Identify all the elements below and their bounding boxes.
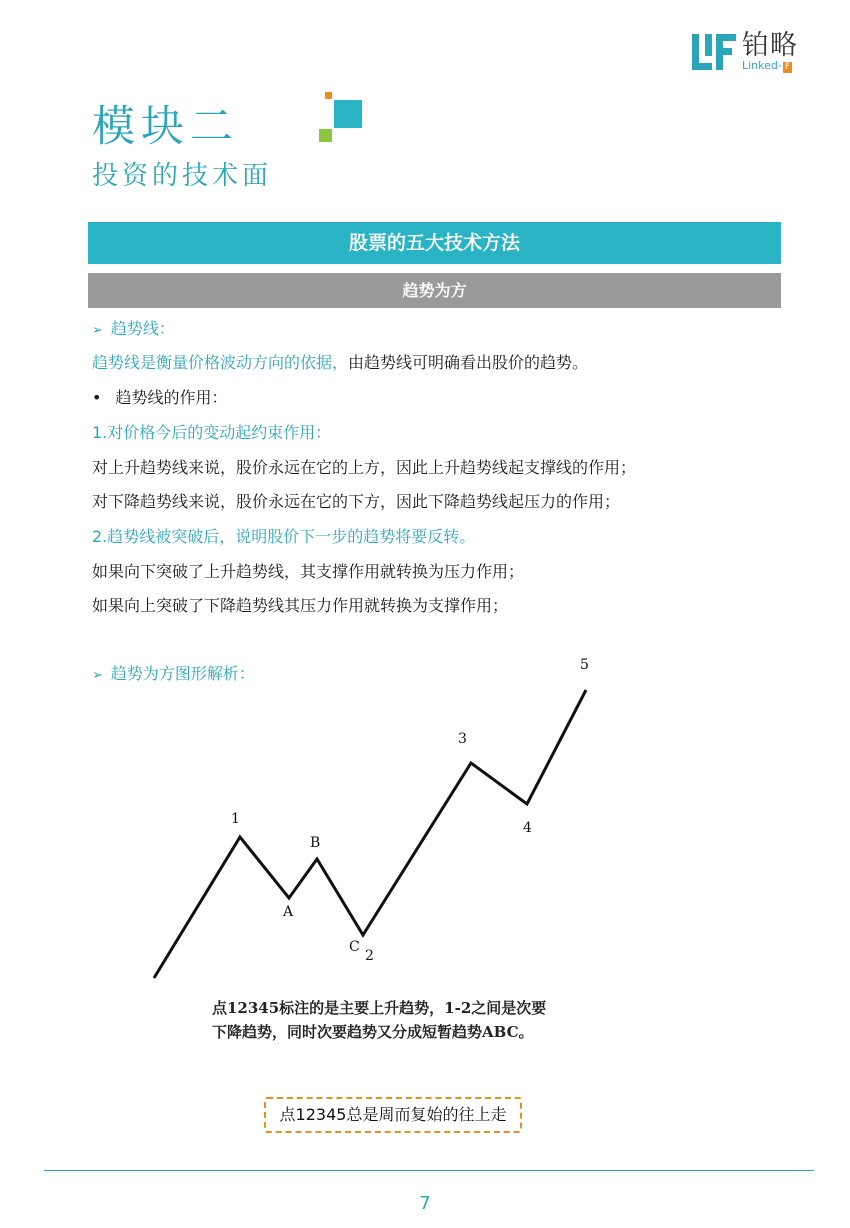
point2-line1: 如果向下突破了上升趋势线，其支撑作用就转换为压力作用； — [92, 562, 525, 581]
arrow-bullet-icon: ➢ — [92, 668, 103, 683]
trendline-heading-text: 趋势线： — [110, 319, 175, 338]
point1-title: 1.对价格今后的变动起约束作用： — [92, 423, 332, 442]
definition-line — [92, 352, 588, 374]
diagram-caption — [212, 996, 546, 1044]
section-subtitle-bar: 趋势为方 — [88, 273, 781, 308]
page-number: 7 — [419, 1193, 431, 1214]
logo-en-prefix: Linked- — [742, 59, 782, 72]
logo-chinese-name: 铂略 — [742, 30, 798, 61]
analysis-heading-text: 趋势为方图形解析： — [110, 664, 255, 683]
wave-label-4: 4 — [523, 820, 532, 836]
trendline-heading — [92, 318, 175, 342]
function-heading-text: 趋势线的作用： — [115, 388, 228, 407]
logo-english-name — [742, 60, 792, 73]
section-title-bar: 股票的五大技术方法 — [88, 222, 781, 264]
wave-label-b: B — [310, 835, 321, 851]
wave-label-3: 3 — [458, 731, 467, 747]
module-title: 模块二 — [92, 102, 239, 152]
logo-en-box: F — [784, 62, 791, 72]
wave-label-c: C — [349, 939, 360, 955]
module-subtitle: 投资的技术面 — [92, 161, 273, 191]
wave-label-5: 5 — [580, 657, 589, 673]
bullet-dot-icon: • — [92, 388, 102, 407]
wave-trend-diagram — [140, 640, 610, 990]
function-heading — [92, 387, 227, 409]
wave-label-a: A — [283, 904, 294, 920]
point2-line2: 如果向上突破了下降趋势线其压力作用就转换为支撑作用； — [92, 596, 509, 615]
callout-box: 点12345总是周而复始的往上走 — [264, 1097, 522, 1133]
wave-line — [154, 690, 586, 978]
caption-line-1: 点12345标注的是主要上升趋势，1-2之间是次要 — [212, 999, 547, 1017]
caption-line-2: 下降趋势，同时次要趋势又分成短暂趋势ABC。 — [212, 1023, 534, 1041]
linked-f-logo-icon — [692, 34, 736, 70]
point1-line1: 对上升趋势线来说，股价永远在它的上方，因此上升趋势线起支撑线的作用； — [92, 458, 637, 477]
point1-line2: 对下降趋势线来说，股价永远在它的下方，因此下降趋势线起压力的作用； — [92, 492, 621, 511]
definition-teal: 趋势线是衡量价格波动方向的依据， — [92, 353, 349, 372]
arrow-bullet-icon: ➢ — [92, 323, 103, 338]
definition-rest: 由趋势线可明确看出股价的趋势。 — [348, 353, 589, 372]
point2-title: 2.趋势线被突破后，说明股价下一步的趋势将要反转。 — [92, 527, 476, 546]
footer-divider — [44, 1170, 814, 1171]
wave-label-1: 1 — [231, 811, 240, 827]
wave-label-2: 2 — [365, 948, 374, 964]
